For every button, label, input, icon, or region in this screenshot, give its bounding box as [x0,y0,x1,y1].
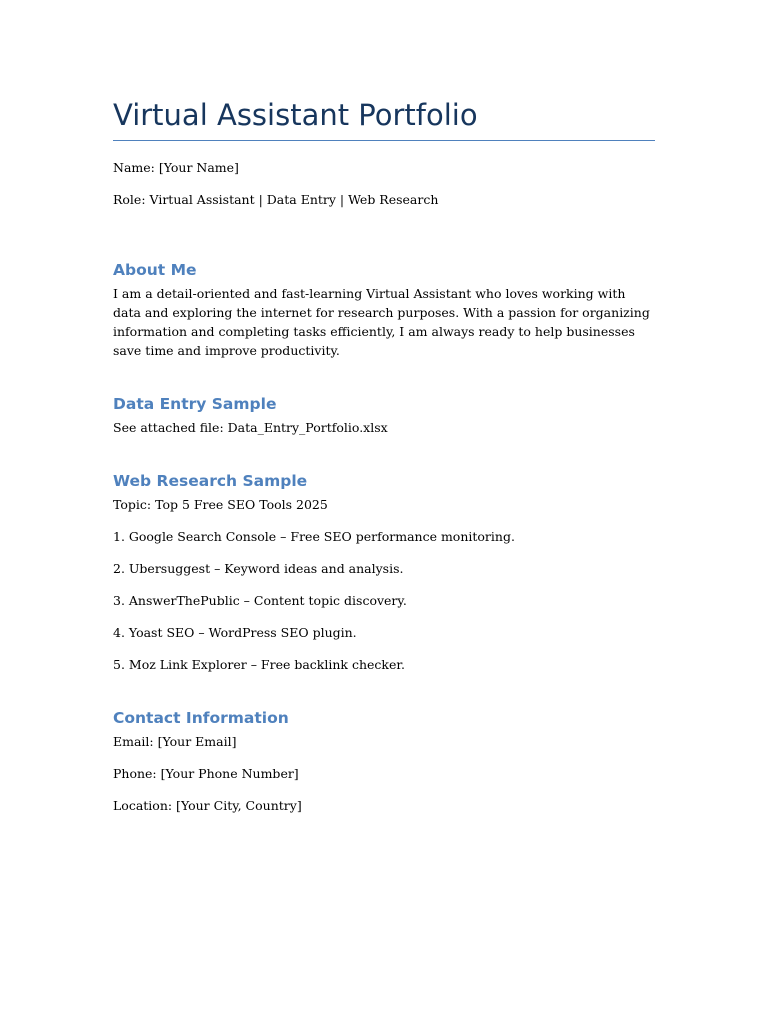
about-section [113,260,655,360]
contact-location: Location: [Your City, Country] [113,798,302,813]
list-item: 1. Google Search Console – Free SEO performance monitoring. [113,529,515,544]
document-title: Virtual Assistant Portfolio [113,96,655,141]
contact-section [113,708,655,815]
name-line: Name: [Your Name] [113,160,239,175]
data-entry-section [113,394,655,437]
data-entry-heading: Data Entry Sample [113,395,277,413]
contact-heading: Contact Information [113,709,289,727]
contact-email: Email: [Your Email] [113,734,237,749]
about-text: I am a detail-oriented and fast-learning Virtual Assistant who loves working with data and exploring the internet for research purposes. With a passion for organizing information and completing tasks efficiently, I am always ready to help businesses save time and improve productivity. [113,286,650,358]
contact-phone: Phone: [Your Phone Number] [113,766,299,781]
list-item: 3. AnswerThePublic – Content topic discovery. [113,593,407,608]
document-page [113,96,655,815]
list-item: 4. Yoast SEO – WordPress SEO plugin. [113,625,357,640]
web-research-section [113,471,655,674]
data-entry-text: See attached file: Data_Entry_Portfolio.xlsx [113,420,388,435]
about-heading: About Me [113,261,197,279]
list-item: 2. Ubersuggest – Keyword ideas and analysis. [113,561,404,576]
web-research-topic: Topic: Top 5 Free SEO Tools 2025 [113,497,328,512]
web-research-heading: Web Research Sample [113,472,308,490]
role-line: Role: Virtual Assistant | Data Entry | Web Research [113,192,439,207]
list-item: 5. Moz Link Explorer – Free backlink checker. [113,657,405,672]
